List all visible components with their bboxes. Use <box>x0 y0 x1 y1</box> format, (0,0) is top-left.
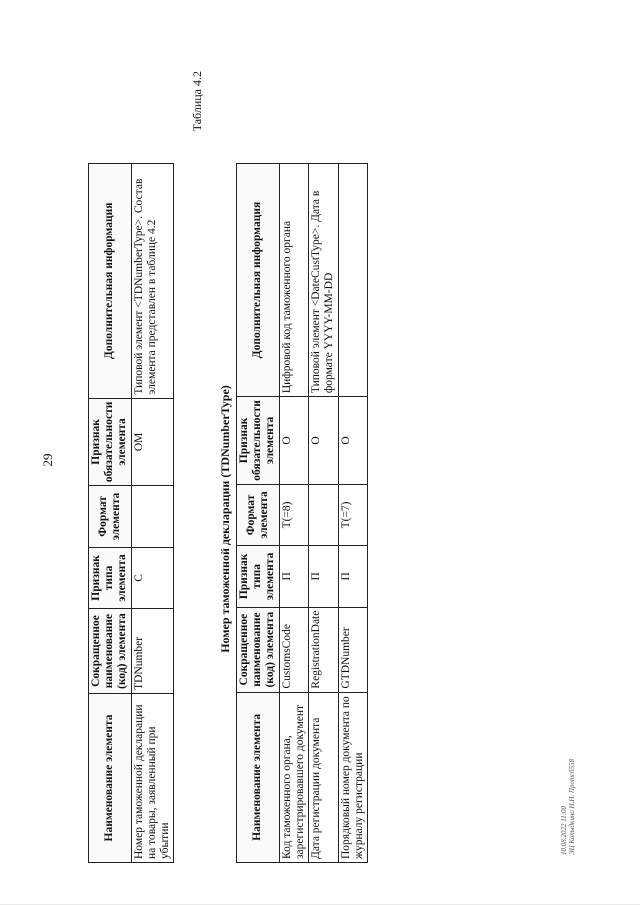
header-cell: Наименование элемента <box>89 693 132 862</box>
table-1-header-row <box>89 164 132 863</box>
page-number: 29 <box>40 453 55 467</box>
header-cell: Признак обязательности элемента <box>89 398 132 486</box>
cell-code: CustomsCode <box>279 607 308 692</box>
stamp-line: ЭЦ Копыдкино Н.Н. Протсб558 <box>568 758 577 855</box>
header-cell: Признак типа элемента <box>89 547 132 609</box>
table-row <box>279 164 308 863</box>
cell-info: Цифровой код таможенного органа <box>279 164 308 397</box>
table-row <box>309 164 338 863</box>
cell-type: С <box>131 547 174 609</box>
table-2 <box>236 163 368 863</box>
table-caption: Номер таможенной декларации (TDNumberType) <box>218 385 232 653</box>
header-cell: Наименование элемента <box>237 692 280 862</box>
cell-type: П <box>279 546 308 607</box>
header-cell: Формат элемента <box>237 484 280 545</box>
cell-format <box>131 486 174 548</box>
table-row <box>338 164 367 863</box>
cell-info <box>338 164 367 397</box>
cell-name: Порядковый номер документа по журналу регистрации <box>338 692 367 862</box>
stamp-line: 10.08.2022 11:00 <box>560 805 568 855</box>
header-cell: Дополнительная информация <box>237 164 280 397</box>
cell-info: Типовой элемент <TDNumberType>. Состав элемента представлен в таблице 4.2 <box>131 164 174 399</box>
cell-code: GTDNumber <box>338 607 367 692</box>
cell-format: T(=7) <box>338 484 367 545</box>
cell-required: О <box>309 397 338 485</box>
header-cell: Признак обязательности элемента <box>237 397 280 485</box>
cell-info: Типовой элемент <DateCustType>. Дата в формате YYYY-MM-DD <box>309 164 338 397</box>
cell-format: T(=8) <box>279 484 308 545</box>
cell-required: О <box>338 397 367 485</box>
registration-stamp <box>560 735 577 855</box>
cell-name: Код таможенного органа, зарегистрировавшего документ <box>279 692 308 862</box>
header-cell: Дополнительная информация <box>89 164 132 399</box>
cell-type: П <box>309 546 338 607</box>
cell-required: О <box>279 397 308 485</box>
table-1 <box>88 163 174 863</box>
table-label: Таблица 4.2 <box>190 71 204 132</box>
header-cell: Сокращенное наименование (код) элемента <box>237 607 280 692</box>
cell-required: ОМ <box>131 398 174 486</box>
header-cell: Признак типа элемента <box>237 546 280 607</box>
rotated-page <box>40 45 600 875</box>
header-cell: Формат элемента <box>89 486 132 548</box>
cell-code: RegistrationDate <box>309 607 338 692</box>
cell-format <box>309 484 338 545</box>
cell-type: П <box>338 546 367 607</box>
header-cell: Сокращенное наименование (код) элемента <box>89 609 132 694</box>
table-row <box>131 164 174 863</box>
cell-name: Номер таможенной декларации на товары, заявленный при убытии <box>131 693 174 862</box>
cell-code: TDNumber <box>131 609 174 694</box>
cell-name: Дата регистрации документа <box>309 692 338 862</box>
table-2-header-row <box>237 164 280 863</box>
